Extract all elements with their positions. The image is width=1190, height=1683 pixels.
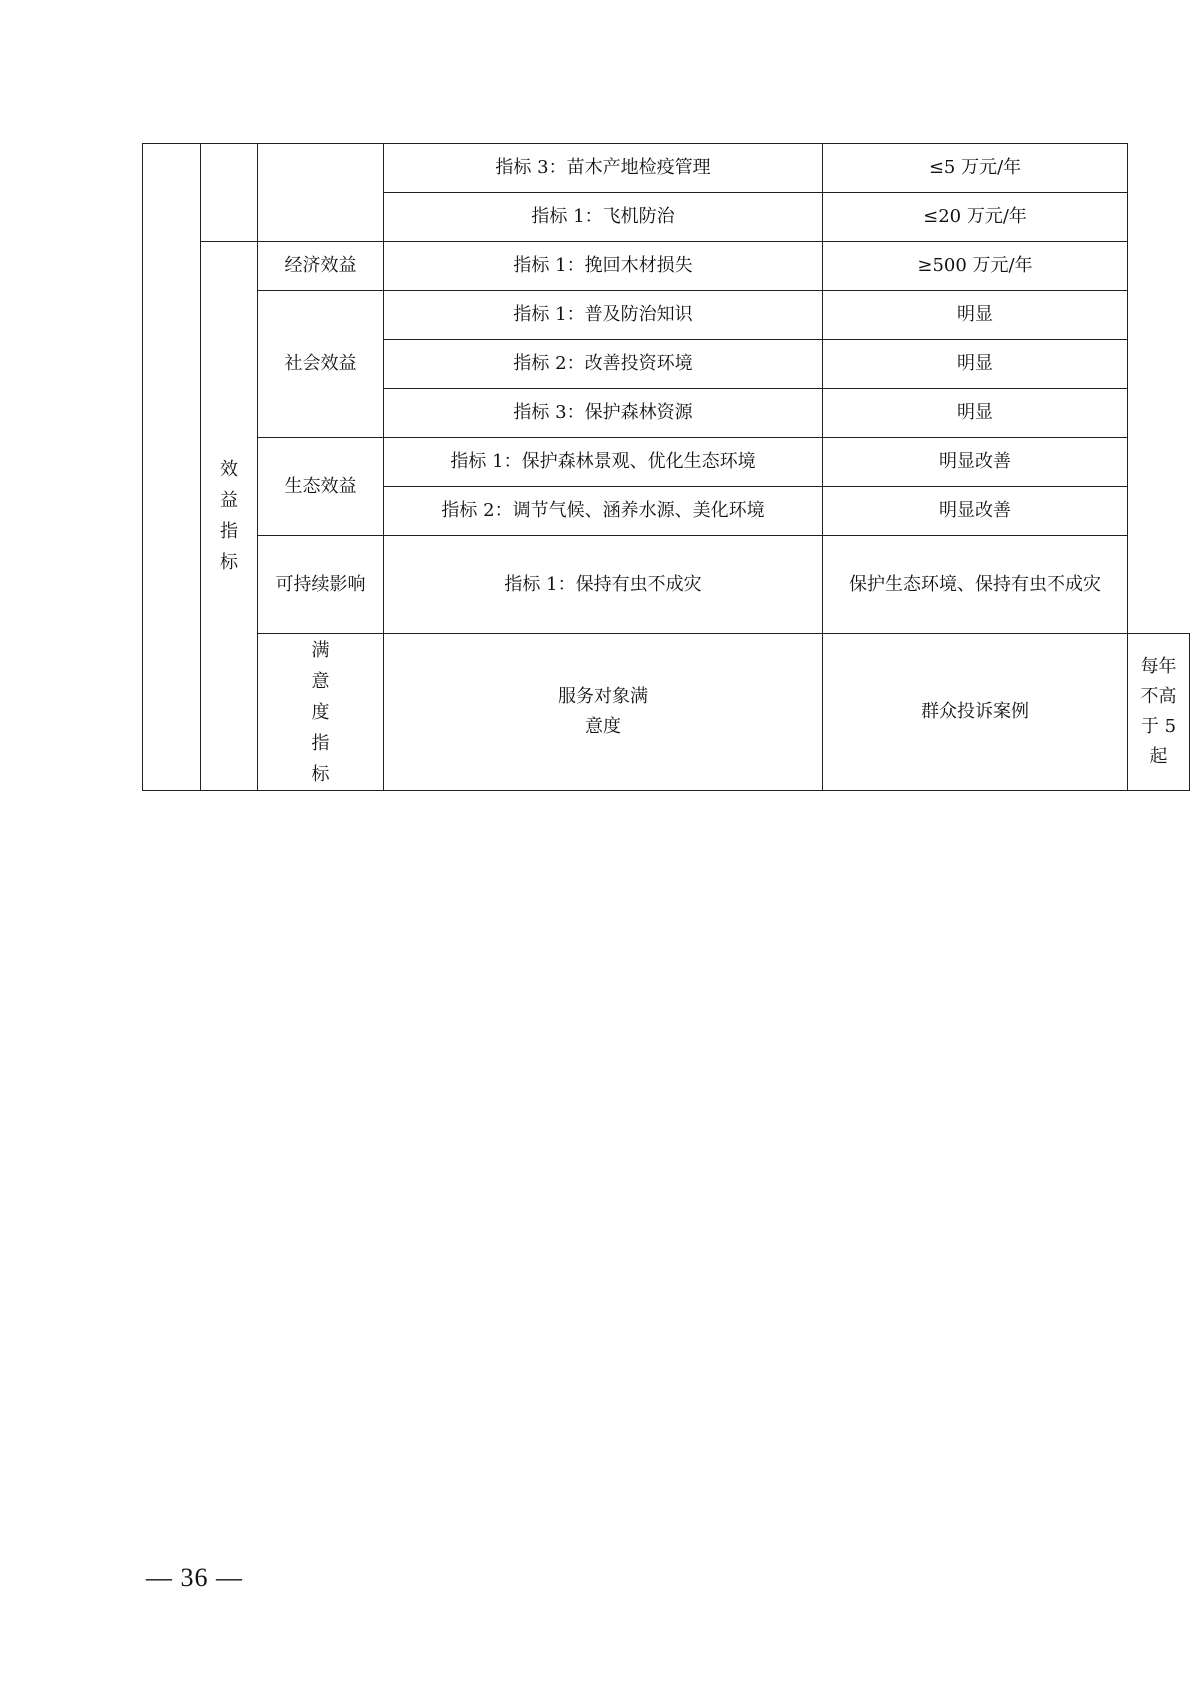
value-cell: 明显改善 xyxy=(823,438,1128,487)
category-char: 效 xyxy=(220,459,238,480)
category-char: 指 xyxy=(220,521,238,542)
service-satisfaction-label xyxy=(384,634,823,791)
category-char: 标 xyxy=(311,763,330,785)
sustainable-impact-label: 可持续影响 xyxy=(258,536,384,634)
benefit-indicator-category xyxy=(201,242,258,791)
value-cell: 明显 xyxy=(823,291,1128,340)
indicator-cell: 指标 1：挽回木材损失 xyxy=(384,242,823,291)
table-row xyxy=(143,634,1190,791)
indicator-cell: 指标 2：调节气候、涵养水源、美化环境 xyxy=(384,487,823,536)
satisfaction-indicator-category xyxy=(258,634,384,791)
table-row xyxy=(143,536,1190,634)
value-cell: ≥500 万元/年 xyxy=(823,242,1128,291)
first-level-category-cell xyxy=(143,144,201,791)
table-row xyxy=(143,438,1190,487)
table-row xyxy=(143,291,1190,340)
indicator-cell: 指标 1：保护森林景观、优化生态环境 xyxy=(384,438,823,487)
value-cell: 保护生态环境、保持有虫不成灾 xyxy=(823,536,1128,634)
category-char: 度 xyxy=(311,701,330,723)
category-char: 指 xyxy=(311,732,330,754)
indicator-cell: 指标 3：苗木产地检疫管理 xyxy=(384,144,823,193)
label-line: 意度 xyxy=(585,716,621,737)
second-level-category-cell xyxy=(201,144,258,242)
value-cell: ≤20 万元/年 xyxy=(823,193,1128,242)
value-cell: 明显 xyxy=(823,340,1128,389)
third-level-category-cell xyxy=(258,144,384,242)
page-number: — 36 — xyxy=(146,1563,243,1592)
value-cell: 每年不高于 5 起 xyxy=(1128,634,1190,791)
value-cell: ≤5 万元/年 xyxy=(823,144,1128,193)
indicator-cell: 指标 2：改善投资环境 xyxy=(384,340,823,389)
table-row xyxy=(143,144,1190,193)
category-char: 满 xyxy=(311,639,330,661)
label-line: 服务对象满 xyxy=(558,686,648,707)
value-cell: 明显 xyxy=(823,389,1128,438)
indicator-cell: 指标 1：普及防治知识 xyxy=(384,291,823,340)
indicator-cell: 指标 1：保持有虫不成灾 xyxy=(384,536,823,634)
category-char: 标 xyxy=(220,552,238,573)
indicator-cell: 指标 1：飞机防治 xyxy=(384,193,823,242)
performance-indicator-table xyxy=(142,143,1190,791)
table-row xyxy=(143,242,1190,291)
social-benefit-label: 社会效益 xyxy=(258,291,384,438)
ecological-benefit-label: 生态效益 xyxy=(258,438,384,536)
economic-benefit-label: 经济效益 xyxy=(258,242,384,291)
indicator-cell: 群众投诉案例 xyxy=(823,634,1128,791)
value-cell: 明显改善 xyxy=(823,487,1128,536)
indicator-cell: 指标 3：保护森林资源 xyxy=(384,389,823,438)
category-char: 益 xyxy=(220,490,238,511)
category-char: 意 xyxy=(311,670,330,692)
